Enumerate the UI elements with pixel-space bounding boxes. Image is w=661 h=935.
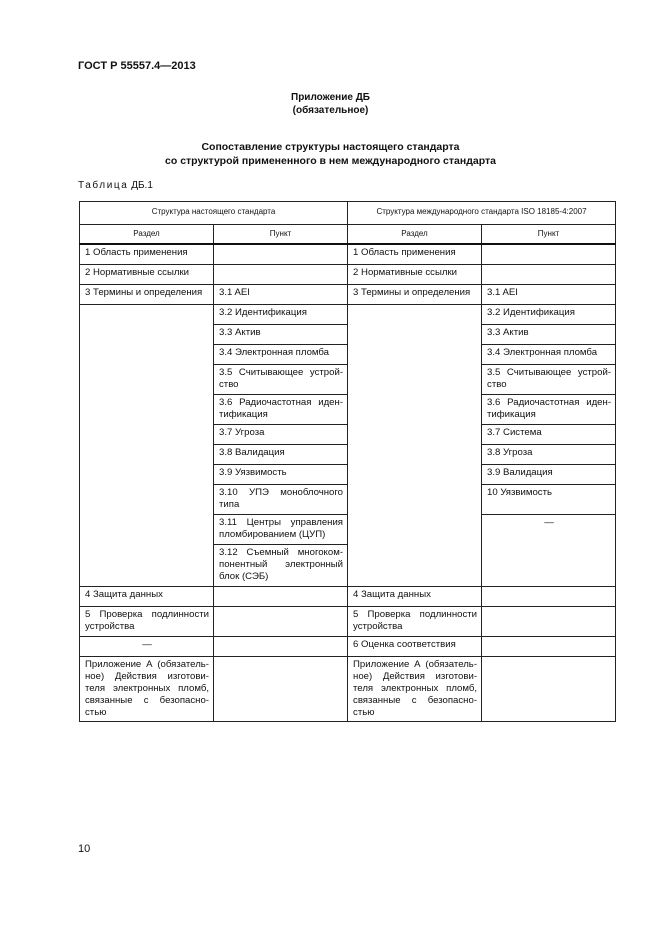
table-cell [482, 606, 616, 636]
table-cell: 6 Оценка соответствия [348, 636, 482, 656]
table-row [80, 304, 616, 324]
table-cell: 4 Защита данных [348, 586, 482, 606]
table-cell: 2 Нормативные ссылки [80, 264, 214, 284]
table-cell: — [80, 636, 214, 656]
title-line-1: Сопоставление структуры настоящего стандарта [201, 141, 460, 153]
table-cell: Приложение А (обязательное) Действия изготовителя электронных пломб, связанные с безопасностью [348, 656, 482, 721]
table-cell: 3.6 Радиочастотная идентификация [214, 394, 348, 424]
table-cell: 3.5 Считывающее устройство [482, 364, 616, 394]
table-cell: 3 Термины и определения [348, 284, 482, 304]
group-header-international: Структура международного стандарта ISO 18185-4:2007 [348, 202, 616, 225]
table-cell [214, 636, 348, 656]
table-cell: 3.1 AEI [214, 284, 348, 304]
table-cell: 3.12 Съемный многокомпонентный электронный блок (СЭБ) [214, 544, 348, 586]
table-cell: 3.8 Угроза [482, 444, 616, 464]
table-cell: 3.3 Актив [214, 324, 348, 344]
table-cell: 3.3 Актив [482, 324, 616, 344]
table-cell: 3.8 Валидация [214, 444, 348, 464]
annex-heading [0, 91, 661, 117]
column-header-clause: Пункт [214, 225, 348, 245]
table-cell: 2 Нормативные ссылки [348, 264, 482, 284]
annex-status: (обязательное) [292, 105, 369, 116]
document-code: ГОСТ Р 55557.4—2013 [78, 60, 196, 72]
table-row [80, 586, 616, 606]
table-cell [348, 304, 482, 586]
table-cell: 3.7 Угроза [214, 424, 348, 444]
table-cell: 3.7 Система [482, 424, 616, 444]
table-cell: 3.5 Считывающее устройство [214, 364, 348, 394]
table-cell [482, 586, 616, 606]
structure-comparison-table [79, 201, 616, 722]
table-cell: 3.2 Идентификация [214, 304, 348, 324]
table-cell: 3.4 Электронная пломба [482, 344, 616, 364]
table-cell: 3 Термины и определения [80, 284, 214, 304]
page-number: 10 [78, 843, 91, 855]
table-cell [214, 244, 348, 264]
table-cell: Приложение А (обязательное) Действия изготовителя электронных пломб, связанные с безопасностью [80, 656, 214, 721]
table-cell [482, 264, 616, 284]
column-header-clause: Пункт [482, 225, 616, 245]
table-cell [482, 636, 616, 656]
table-cell: 3.9 Уязвимость [214, 464, 348, 484]
table-cell: 4 Защита данных [80, 586, 214, 606]
title-line-2: со структурой примененного в нем международного стандарта [165, 155, 496, 167]
table-caption [78, 180, 153, 191]
column-header-section: Раздел [80, 225, 214, 245]
table-row [80, 636, 616, 656]
table-cell: 3.4 Электронная пломба [214, 344, 348, 364]
table-cell [214, 606, 348, 636]
table-cell: 3.10 УПЭ моноблочного типа [214, 484, 348, 514]
table-cell: 5 Проверка подлинности устройства [348, 606, 482, 636]
table-cell [482, 244, 616, 264]
table-row [80, 264, 616, 284]
table-cell [482, 656, 616, 721]
table-cell [80, 304, 214, 586]
table-cell [214, 264, 348, 284]
table-row [80, 244, 616, 264]
table-caption-prefix: Таблица [78, 180, 129, 191]
table-caption-id: ДБ.1 [131, 180, 153, 191]
table-cell: 1 Область применения [348, 244, 482, 264]
table-row [80, 606, 616, 636]
group-header-national: Структура настоящего стандарта [80, 202, 348, 225]
table-cell: 3.11 Центры управления пломбированием (ЦУП) [214, 514, 348, 544]
table-cell: — [482, 514, 616, 586]
table-cell [214, 586, 348, 606]
table-section-title [0, 140, 661, 168]
annex-title: Приложение ДБ [291, 92, 370, 103]
table-cell: 3.1 AEI [482, 284, 616, 304]
table-row [80, 284, 616, 304]
table-cell: 5 Проверка подлинности устройства [80, 606, 214, 636]
table-row [80, 656, 616, 721]
table-cell: 3.6 Радиочастотная идентификация [482, 394, 616, 424]
table-cell: 3.2 Идентификация [482, 304, 616, 324]
group-header-row [80, 202, 616, 225]
table-cell: 1 Область применения [80, 244, 214, 264]
column-header-row [80, 225, 616, 245]
column-header-section: Раздел [348, 225, 482, 245]
table-cell: 3.9 Валидация [482, 464, 616, 484]
table-cell [214, 656, 348, 721]
table-cell: 10 Уязвимость [482, 484, 616, 514]
